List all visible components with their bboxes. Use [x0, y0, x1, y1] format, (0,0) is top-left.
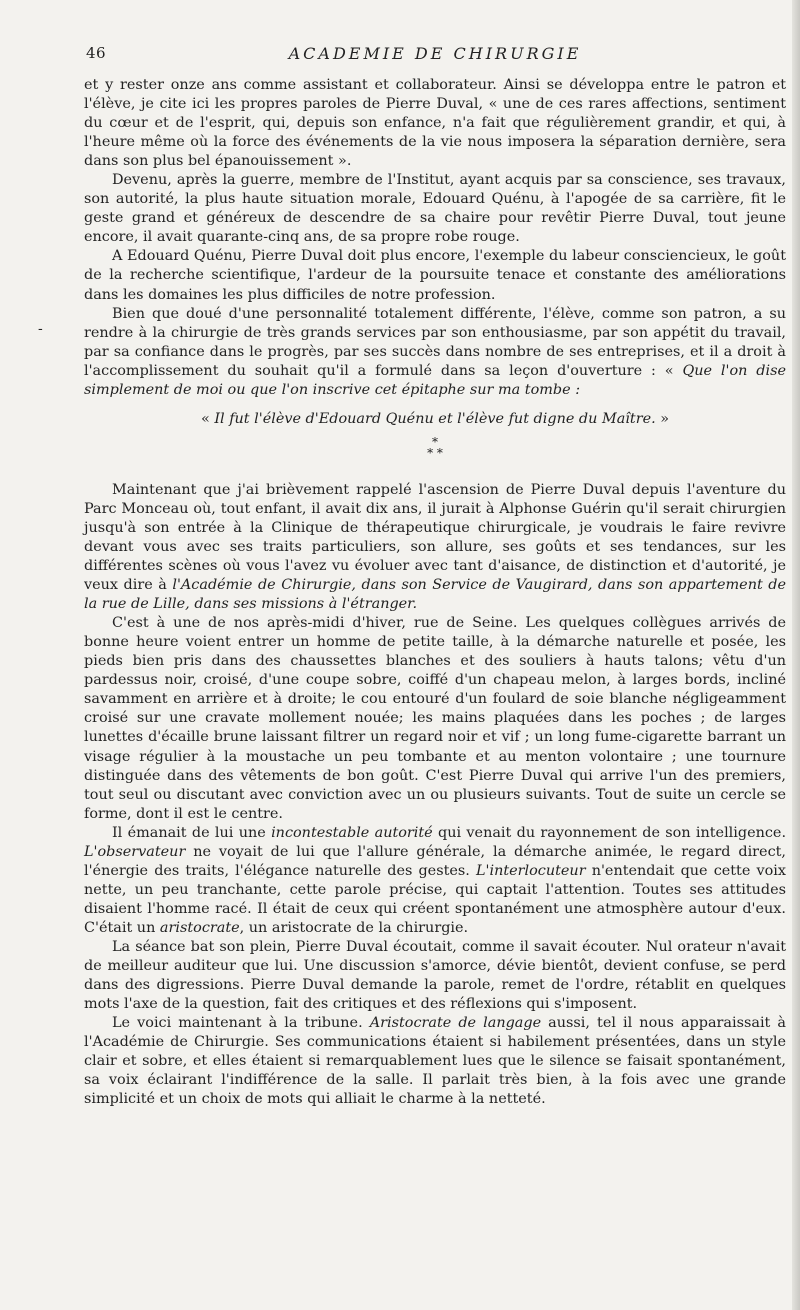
paragraph-5-text: Maintenant que j'ai brièvement rappelé l'ascension de Pierre Duval depuis l'aventure du Parc Monceau où, tout enfant, il avait dix ans, il jurait à Alphonse Guérin qu'il serait chirurgien jusqu'à son entrée à la Clinique de thérapeutique chirurgicale, je voudrais le faire revivre devant vous avec ses traits particuliers, son allure, ses goûts et ses tendances, sur les différentes scènes où vous l'avez vu évoluer avec tant d'aisance, de distinction et d'autorité, je veux dire à [84, 481, 786, 594]
paragraph-4-text: Bien que doué d'une personnalité totalement différente, l'élève, comme son patron, a su rendre à la chirurgie de très grands services par son enthousiasme, par son appétit du travail, par sa confiance dans le progrès, par ses succès dans nombre de ses entreprises, et il a droit à l'accomplissement du souhait qu'il a formulé dans sa leçon d'ouverture : « [84, 305, 786, 379]
paragraph-4 [84, 305, 786, 400]
p7-b: incontestable autorité [271, 824, 433, 841]
p7-g: n'entendait que cette voix nette, un peu tranchante, cette parole précise, qui captait l'attention. Toutes ses attitudes disaient l'homme racé. Il était de ceux qui créent spontanément une atmosphère autour d'eux. C'était un [84, 862, 786, 936]
paragraph-7 [84, 824, 786, 938]
margin-mark: - [38, 321, 43, 337]
paragraph-9 [84, 1014, 786, 1109]
p9-c: aussi, tel il nous apparaissait à l'Académie de Chirurgie. Ses communications étaient si habilement présentées, dans un style clair et sobre, et elles étaient si remarquablement lues que le silence se faisait spontanément, sa voix éclairant l'indifférence de la salle. Il parlait très bien, à la fois avec une grande simplicité et un choix de mots qui alliait le charme à la netteté. [84, 1015, 786, 1108]
paragraph-5 [84, 481, 786, 614]
asterism-divider [84, 434, 786, 460]
paragraph-6: C'est à une de nos après-midi d'hiver, rue de Seine. Les quelques collègues arrivés de bonne heure voient entrer un homme de petite taille, à la démarche naturelle et posée, les pieds bien pris dans des chaussettes blanches et des souliers à hauts talons; vêtu d'un pardessus noir, croisé, d'une coupe sobre, coiffé d'un chapeau melon, à larges bords, incliné savamment en arrière et à droite; le cou entouré d'un foulard de soie blanche négligeamment croisé sur une cravate mollement nouée; les mains plaquées dans les poches ; de larges lunettes d'écaille brune laissant filtrer un regard noir et vif ; un long fume-cigarette barrant un visage régulier à la moustache un peu tombante et au menton volontaire ; une tournure distinguée dans des vêtements de bon goût. C'est Pierre Duval qui arrive l'un des premiers, tout seul ou discutant avec conviction avec un ou plusieurs suivants. Tout de suite un cercle se forme, dont il est le centre. [84, 615, 786, 822]
epitaph-quote [84, 410, 786, 429]
paragraph-5-italic: l'Académie de Chirurgie, dans son Service de Vaugirard, dans son appartement de la rue de Lille, dans ses missions à l'étranger. [84, 577, 786, 613]
p7-i: , un aristocrate de la chirurgie. [239, 919, 469, 936]
p7-a: Il émanait de lui une [112, 824, 272, 841]
asterism-bottom: * * [427, 445, 443, 460]
quote-close: » [655, 410, 670, 427]
page-header [84, 44, 786, 66]
running-title: ACADEMIE DE CHIRURGIE [288, 44, 582, 63]
p9-a: Le voici maintenant à la tribune. [112, 1015, 370, 1032]
page-edge-shadow [792, 0, 800, 1310]
p7-h: aristocrate [159, 919, 240, 936]
p7-d: L'observateur [84, 843, 186, 860]
p7-f: L'interlocuteur [475, 862, 586, 879]
paragraph-3: A Edouard Quénu, Pierre Duval doit plus encore, l'exemple du labeur consciencieux, le goût de la recherche scientifique, l'ardeur de la poursuite tenace et constante des améliorations dans les domaines les plus difficiles de notre profession. [84, 248, 786, 303]
body-text [84, 76, 786, 1109]
quote-open: « [200, 410, 215, 427]
paragraph-4-italic: Que l'on dise simplement de moi ou que l'on inscrive cet épitaphe sur ma tombe : [84, 362, 787, 398]
p7-c: qui venait du rayonnement de son intelligence. [432, 824, 787, 841]
paragraph-2: Devenu, après la guerre, membre de l'Institut, ayant acquis par sa conscience, ses travaux, son autorité, la plus haute situation morale, Edouard Quénu, à l'apogée de sa carrière, fit le geste grand et généreux de descendre de sa chaire pour revêtir Pierre Duval, tout jeune encore, il avait quarante-cinq ans, de sa propre robe rouge. [84, 172, 786, 246]
page-number: 46 [86, 44, 107, 62]
paragraph-8: La séance bat son plein, Pierre Duval écoutait, comme il savait écouter. Nul orateur n'avait de meilleur auditeur que lui. Une discussion s'amorce, dévie bientôt, devient confuse, se perd dans des digressions. Pierre Duval demande la parole, remet de l'ordre, rétablit en quelques mots l'axe de la question, fait des critiques et des réflexions qui s'imposent. [84, 938, 786, 1013]
quote-text: Il fut l'élève d'Edouard Quénu et l'élève fut digne du Maître. [214, 410, 656, 427]
paragraph-1: et y rester onze ans comme assistant et collaborateur. Ainsi se développa entre le patron et l'élève, je cite ici les propres paroles de Pierre Duval, « une de ces rares affections, sentiment du cœur et de l'esprit, qui, depuis son enfance, n'a fait que régulièrement grandir, et qui, à l'heure même où la force des événements de la vie nous imposera la séparation dernière, sera dans son plus bel épanouissement ». [84, 77, 786, 170]
p7-e: ne voyait de lui que l'allure générale, la démarche animée, le regard direct, l'énergie des traits, l'élégance naturelle des gestes. [84, 843, 786, 879]
p9-b: Aristocrate de langage [369, 1015, 542, 1032]
asterism-top: * [432, 434, 438, 449]
